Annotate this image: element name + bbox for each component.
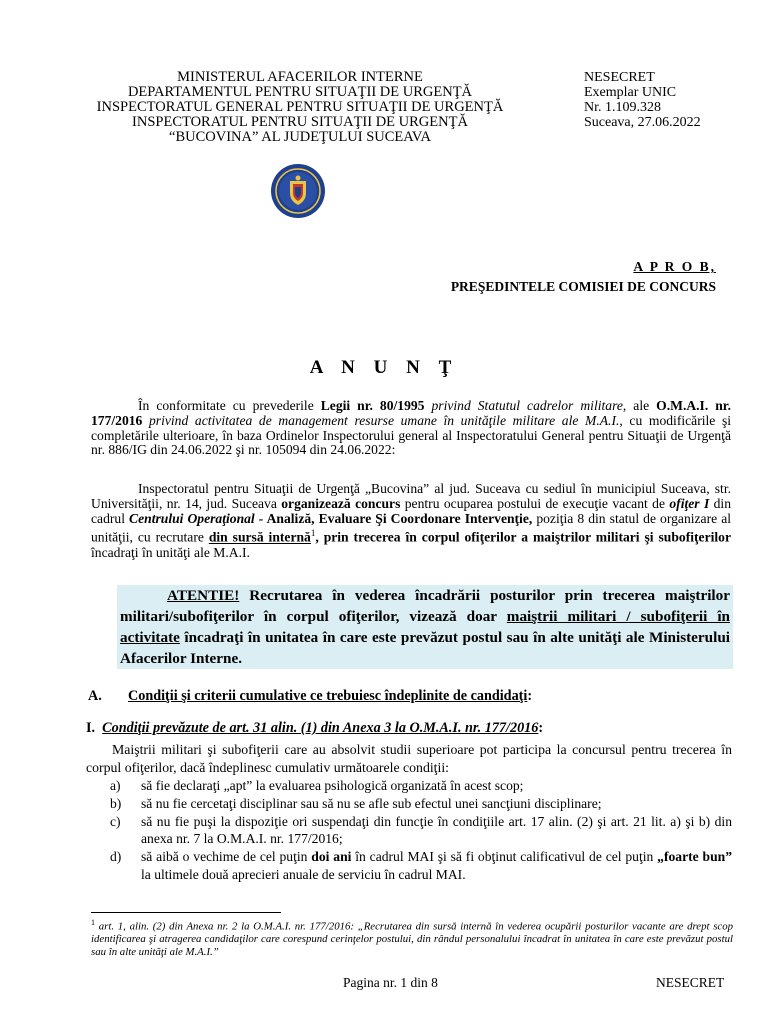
registration-number: Nr. 1.109.328 [584, 100, 661, 115]
header-line-4: INSPECTORATUL PENTRU SITUAŢII DE URGENŢĂ [132, 114, 468, 130]
paragraph-announcement: Inspectoratul pentru Situaţii de Urgenţă „Bucovina” al jud. Suceava cu sediul în municipiul Suceava, str. Universităţii, nr. 14, jud. Suceava organizează concurs pentru ocuparea postului de execuţie vacant de ofiţer I din cadrul Centrului Operaţional - Analiză, Evaluare Şi Coordonare Intervenţie, poziţia 8 din statul de organizare al unităţii, cu recrutare din sursă internă$^1$, prin trecerea în corpul ofiţerilor a maiştrilor militari şi subofiţerilor încadraţi în unităţi ale M.A.I. [91, 481, 732, 560]
place-date: Suceava, 27.06.2022 [584, 115, 701, 130]
header-line-2: DEPARTAMENTUL PENTRU SITUAŢII DE URGENŢĂ [127, 84, 473, 100]
footnote: $^1$ art. 1, alin. (2) din Anexa nr. 2 la O.M.A.I. nr. 177/2016: „Recrutarea din sursă internă în vederea ocupării posturilor vacante are drept scop identificarea şi atragerea candidaţilor care corespund cerinţelor postului, din rândul personalului încadrat în unitatea în care este prevăzut postul sau în alte unităţi ale M.A.I.” [91, 918, 733, 959]
section-i-heading: I. Condiţii prevăzute de art. 31 alin. (1) din Anexa 3 la O.M.A.I. nr. 177/2016: [86, 720, 544, 736]
list-item: b) să nu fie cercetaţi disciplinar sau să nu se afle sub efectul unei sancţiuni disciplinare; [110, 795, 602, 811]
document-meta [584, 70, 701, 130]
institution-header [60, 70, 540, 145]
coat-of-arms-icon [270, 163, 326, 219]
attention-box [117, 585, 733, 669]
header-line-5: “BUCOVINA” AL JUDEŢULUI SUCEAVA [169, 129, 431, 145]
classification: NESECRET [584, 70, 655, 85]
header-line-1: MINISTERUL AFACERILOR INTERNE [177, 69, 423, 85]
section-a-heading: A. Condiţii şi criterii cumulative ce trebuiesc îndeplinite de candidaţi: [88, 688, 533, 704]
copy-label: Exemplar UNIC [584, 85, 677, 100]
list-item: d) să aibă o vechime de cel puţin doi ani în cadrul MAI şi să fi obţinut calificativul de cel puţin „foarte bun” la ultimele două aprecieri anuale de serviciu în cadrul MAI. [110, 849, 732, 882]
approval-block [300, 257, 716, 297]
page-number: Pagina nr. 1 din 8 [343, 975, 438, 990]
attention-label: ATENTIE! [167, 587, 240, 604]
page-title: A N U N Ţ [309, 357, 459, 378]
attention-text: ATENTIE! Recrutarea în vederea încadrării posturilor prin trecerea maiştrilor militari/subofiţerilor în corpul ofiţerilor, vizează doar maiştrii militari / subofiţerii în activitate încadraţi în unitatea în care este prevăzut postul sau în alte unităţi ale Ministerului Afacerilor Interne. [120, 587, 730, 667]
conditions-list [110, 777, 732, 884]
list-item: c) să nu fie puşi la dispoziţie ori suspendaţi din funcţie în condiţiile art. 17 alin. (2) şi art. 21 lit. a) şi b) din anexa nr. 7 la O.M.A.I. nr. 177/2016; [110, 813, 732, 847]
list-item: a) să fie declaraţi „apt” la evaluarea psihologică organizată în acest scop; [110, 778, 524, 793]
header-line-3: INSPECTORATUL GENERAL PENTRU SITUAŢII DE URGENŢĂ [96, 99, 504, 115]
footnote-divider [91, 912, 281, 913]
approval-line-1: A P R O B, [633, 259, 716, 274]
footnote-ref: 1 [310, 528, 316, 539]
approval-line-2: PREŞEDINTELE COMISIEI DE CONCURS [450, 279, 716, 294]
paragraph-legal-basis: În conformitate cu prevederile Legii nr. 80/1995 privind Statutul cadrelor militare, ale O.M.A.I. nr. 177/2016 privind activitatea de management resurse umane în unităţile militare ale M.A.I., cu modificările şi completările ulterioare, în baza Ordinelor Inspectorului general al Inspectoratului General pentru Situaţii de Urgenţă nr. 886/IG din 24.06.2022 şi nr. 105094 din 24.06.2022: [91, 398, 732, 458]
conditions-intro: Maiştrii militari şi subofiţerii care au absolvit studii superioare pot participa la concursul pentru trecerea în corpul ofiţerilor, dacă îndeplinesc cumulativ următoarele condiţii: [86, 742, 732, 775]
footer-classification: NESECRET [656, 975, 725, 990]
